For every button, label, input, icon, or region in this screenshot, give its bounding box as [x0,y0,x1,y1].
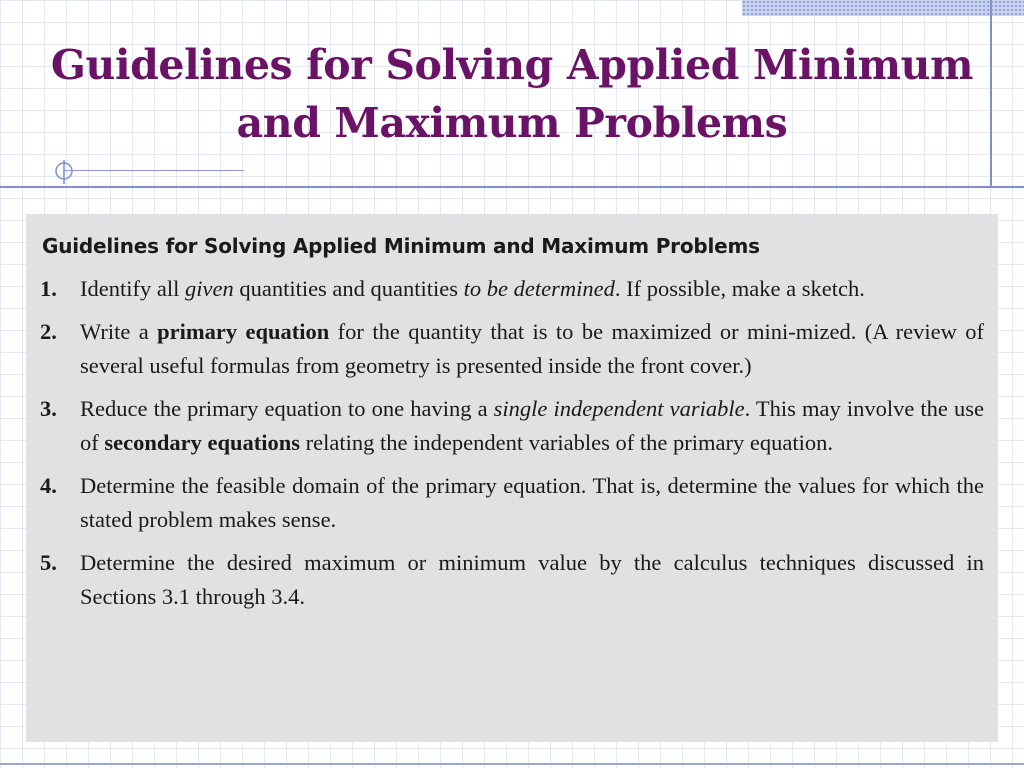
italic-term: single independent variable [493,396,745,421]
bottom-rule [0,763,1024,765]
text-run: . This may involve the use of [80,396,984,455]
list-item-number: 1. [40,276,57,301]
list-item [40,272,984,306]
italic-term: given [184,276,234,301]
text-run: Determine the feasible domain of the primary equation. That is, determine the values for which the stated problem makes sense. [80,473,984,532]
text-run: relating the independent variables of the primary equation. [300,430,833,455]
text-run: Reduce the primary equation to one having a [80,396,494,421]
decorative-line [64,170,244,171]
list-item-text [80,315,984,383]
list-item-number: 5. [40,550,57,575]
list-item-number: 3. [40,396,57,421]
guidelines-box [26,214,998,742]
list-item-text [80,392,984,460]
text-run: Determine the desired maximum or minimum value by the calculus techniques discussed in Sections 3.1 through 3.4. [80,550,984,609]
text-run: quantities and quantities [233,276,464,301]
bold-term: primary equation [157,319,330,344]
bold-term: secondary equations [104,430,301,455]
text-run: Identify all [80,276,185,301]
decorative-circle-icon [52,160,76,184]
list-item-text [80,469,984,537]
list-item [40,469,984,537]
guidelines-heading: Guidelines for Solving Applied Minimum and Maximum Problems [42,234,760,258]
list-item-number: 2. [40,319,57,344]
italic-term: to be determined [463,276,615,301]
list-item-number: 4. [40,473,57,498]
text-run: Write a [80,319,158,344]
list-item-text [80,546,984,614]
text-run: . If possible, make a sketch. [614,276,865,301]
title-underline-rule [0,186,1024,188]
list-item-text [80,272,984,306]
list-item [40,315,984,383]
page-title-line-1: Guidelines for Solving Applied Minimum [50,41,974,89]
list-item [40,392,984,460]
corner-pattern [742,0,1024,16]
page-title [0,36,1024,152]
page-title-line-2: and Maximum Problems [236,99,788,147]
list-item [40,546,984,614]
text-run: for the quantity that is to be maximized or mini-mized. (A review of several useful formulas from geometry is presented inside the front cover.) [80,319,984,378]
